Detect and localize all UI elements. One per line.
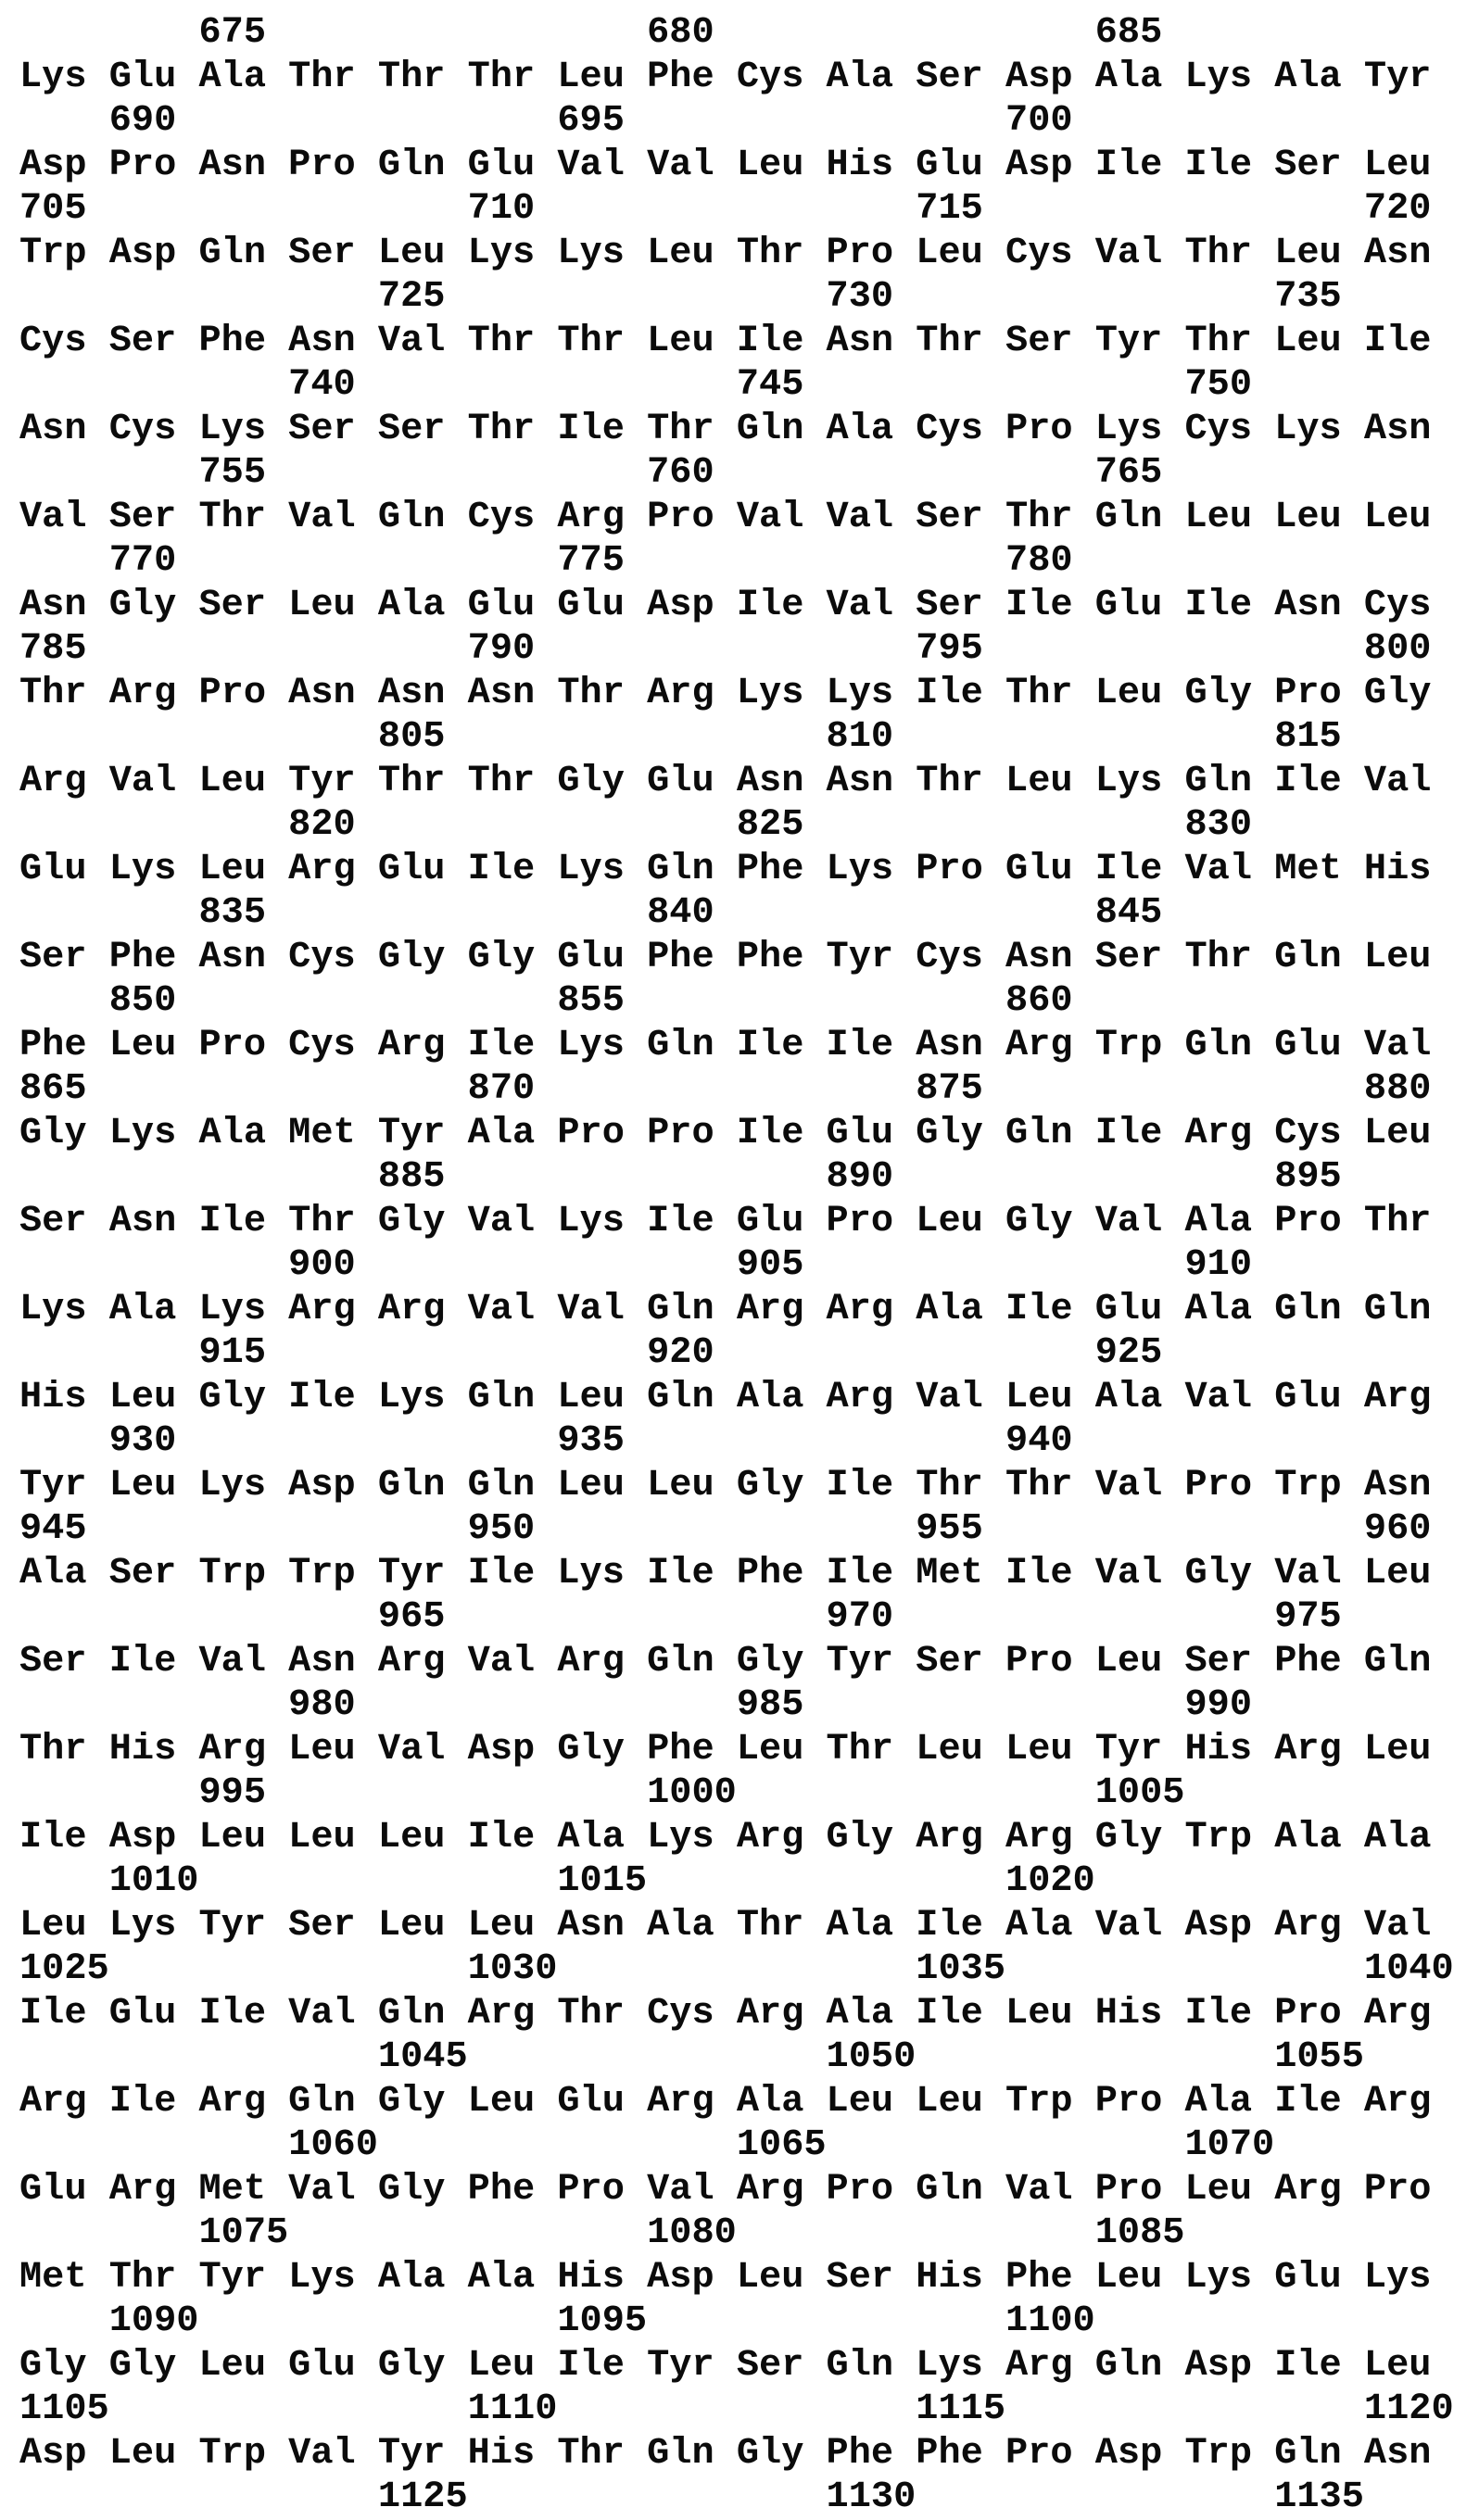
residue-line: Tyr Leu Lys Asp Gln Gln Leu Leu Gly Ile Thr Thr Val Pro Trp Asn — [19, 1463, 1432, 1506]
residue-line: Ile Glu Ile Val Gln Arg Thr Cys Arg Ala Ile Leu His Ile Pro Arg — [19, 1991, 1432, 2035]
residue-line: Asp Pro Asn Pro Gln Glu Val Val Leu His Glu Asp Ile Ile Ser Leu — [19, 143, 1432, 186]
residue-line: Lys Glu Ala Thr Thr Thr Leu Phe Cys Ala Ser Asp Ala Lys Ala Tyr — [19, 55, 1432, 98]
position-number-line: 1090 1095 1100 — [19, 2300, 1095, 2342]
residue-line: Cys Ser Phe Asn Val Thr Thr Leu Ile Asn Thr Ser Tyr Thr Leu Ile — [19, 319, 1432, 362]
position-number-line: 725 730 735 — [19, 275, 1342, 318]
position-number-line: 770 775 780 — [19, 539, 1073, 582]
position-number-line: 1045 1050 1055 — [19, 2035, 1364, 2078]
position-number-line: 980 985 990 — [19, 1683, 1253, 1726]
position-number-line: 805 810 815 — [19, 715, 1342, 758]
residue-line: Ser Ile Val Asn Arg Val Arg Gln Gly Tyr Ser Pro Leu Ser Phe Gln — [19, 1639, 1432, 1682]
position-number-line: 755 760 765 — [19, 451, 1163, 494]
residue-line: Gly Gly Leu Glu Gly Leu Ile Tyr Ser Gln Lys Arg Gln Asp Ile Leu — [19, 2343, 1432, 2387]
position-number-line: 1105 1110 1115 1120 — [19, 2388, 1454, 2430]
position-number-line: 1075 1080 1085 — [19, 2211, 1185, 2254]
position-number-line: 835 840 845 — [19, 891, 1163, 934]
residue-line: Ala Ser Trp Trp Tyr Ile Lys Ile Phe Ile Met Ile Val Gly Val Leu — [19, 1551, 1432, 1594]
position-number-line: 965 970 975 — [19, 1595, 1342, 1638]
position-number-line: 900 905 910 — [19, 1243, 1253, 1286]
residue-line: Glu Lys Leu Arg Glu Ile Lys Gln Phe Lys Pro Glu Ile Val Met His — [19, 847, 1432, 890]
position-number-line: 945 950 955 960 — [19, 1507, 1432, 1550]
residue-line: Phe Leu Pro Cys Arg Ile Lys Gln Ile Ile Asn Arg Trp Gln Glu Val — [19, 1023, 1432, 1066]
position-number-line: 1125 1130 1135 — [19, 2476, 1364, 2518]
residue-line: Asn Gly Ser Leu Ala Glu Glu Asp Ile Val Ser Ile Glu Ile Asn Cys — [19, 583, 1432, 626]
residue-line: Ile Asp Leu Leu Leu Ile Ala Lys Arg Gly Arg Arg Gly Trp Ala Ala — [19, 1815, 1432, 1858]
residue-line: Arg Ile Arg Gln Gly Leu Glu Arg Ala Leu Leu Trp Pro Ala Ile Arg — [19, 2079, 1432, 2123]
residue-line: Lys Ala Lys Arg Arg Val Val Gln Arg Arg Ala Ile Glu Ala Gln Gln — [19, 1287, 1432, 1330]
position-number-line: 820 825 830 — [19, 803, 1253, 846]
residue-line: Thr Arg Pro Asn Asn Asn Thr Arg Lys Lys Ile Thr Leu Gly Pro Gly — [19, 671, 1432, 714]
residue-line: His Leu Gly Ile Lys Gln Leu Gln Ala Arg Val Leu Ala Val Glu Arg — [19, 1375, 1432, 1418]
position-number-line: 915 920 925 — [19, 1331, 1163, 1374]
position-number-line: 675 680 685 — [19, 11, 1163, 54]
residue-line: Val Ser Thr Val Gln Cys Arg Pro Val Val Ser Thr Gln Leu Leu Leu — [19, 495, 1432, 538]
position-number-line: 885 890 895 — [19, 1155, 1342, 1198]
residue-line: Asp Leu Trp Val Tyr His Thr Gln Gly Phe Phe Pro Asp Trp Gln Asn — [19, 2431, 1432, 2475]
position-number-line: 690 695 700 — [19, 99, 1073, 142]
position-number-line: 995 1000 1005 — [19, 1771, 1185, 1814]
residue-line: Met Thr Tyr Lys Ala Ala His Asp Leu Ser His Phe Leu Lys Glu Lys — [19, 2255, 1432, 2299]
position-number-line: 850 855 860 — [19, 979, 1073, 1022]
residue-line: Thr His Arg Leu Val Asp Gly Phe Leu Thr Leu Leu Tyr His Arg Leu — [19, 1727, 1432, 1770]
residue-line: Ser Phe Asn Cys Gly Gly Glu Phe Phe Tyr Cys Asn Ser Thr Gln Leu — [19, 935, 1432, 978]
residue-line: Gly Lys Ala Met Tyr Ala Pro Pro Ile Glu Gly Gln Ile Arg Cys Leu — [19, 1111, 1432, 1154]
position-number-line: 705 710 715 720 — [19, 187, 1432, 230]
residue-line: Arg Val Leu Tyr Thr Thr Gly Glu Asn Asn Thr Leu Lys Gln Ile Val — [19, 759, 1432, 802]
position-number-line: 740 745 750 — [19, 363, 1253, 406]
position-number-line: 865 870 875 880 — [19, 1067, 1432, 1110]
position-number-line: 785 790 795 800 — [19, 627, 1432, 670]
residue-line: Leu Lys Tyr Ser Leu Leu Asn Ala Thr Ala Ile Ala Val Asp Arg Val — [19, 1903, 1432, 1947]
residue-line: Trp Asp Gln Ser Leu Lys Lys Leu Thr Pro Leu Cys Val Thr Leu Asn — [19, 231, 1432, 274]
position-number-line: 1060 1065 1070 — [19, 2123, 1275, 2166]
residue-line: Glu Arg Met Val Gly Phe Pro Val Arg Pro Gln Val Pro Leu Arg Pro — [19, 2167, 1432, 2211]
position-number-line: 930 935 940 — [19, 1419, 1073, 1462]
position-number-line: 1025 1030 1035 1040 — [19, 1947, 1454, 1990]
position-number-line: 1010 1015 1020 — [19, 1859, 1095, 1902]
residue-line: Ser Asn Ile Thr Gly Val Lys Ile Glu Pro Leu Gly Val Ala Pro Thr — [19, 1199, 1432, 1242]
residue-line: Asn Cys Lys Ser Ser Thr Ile Thr Gln Ala Cys Pro Lys Cys Lys Asn — [19, 407, 1432, 450]
